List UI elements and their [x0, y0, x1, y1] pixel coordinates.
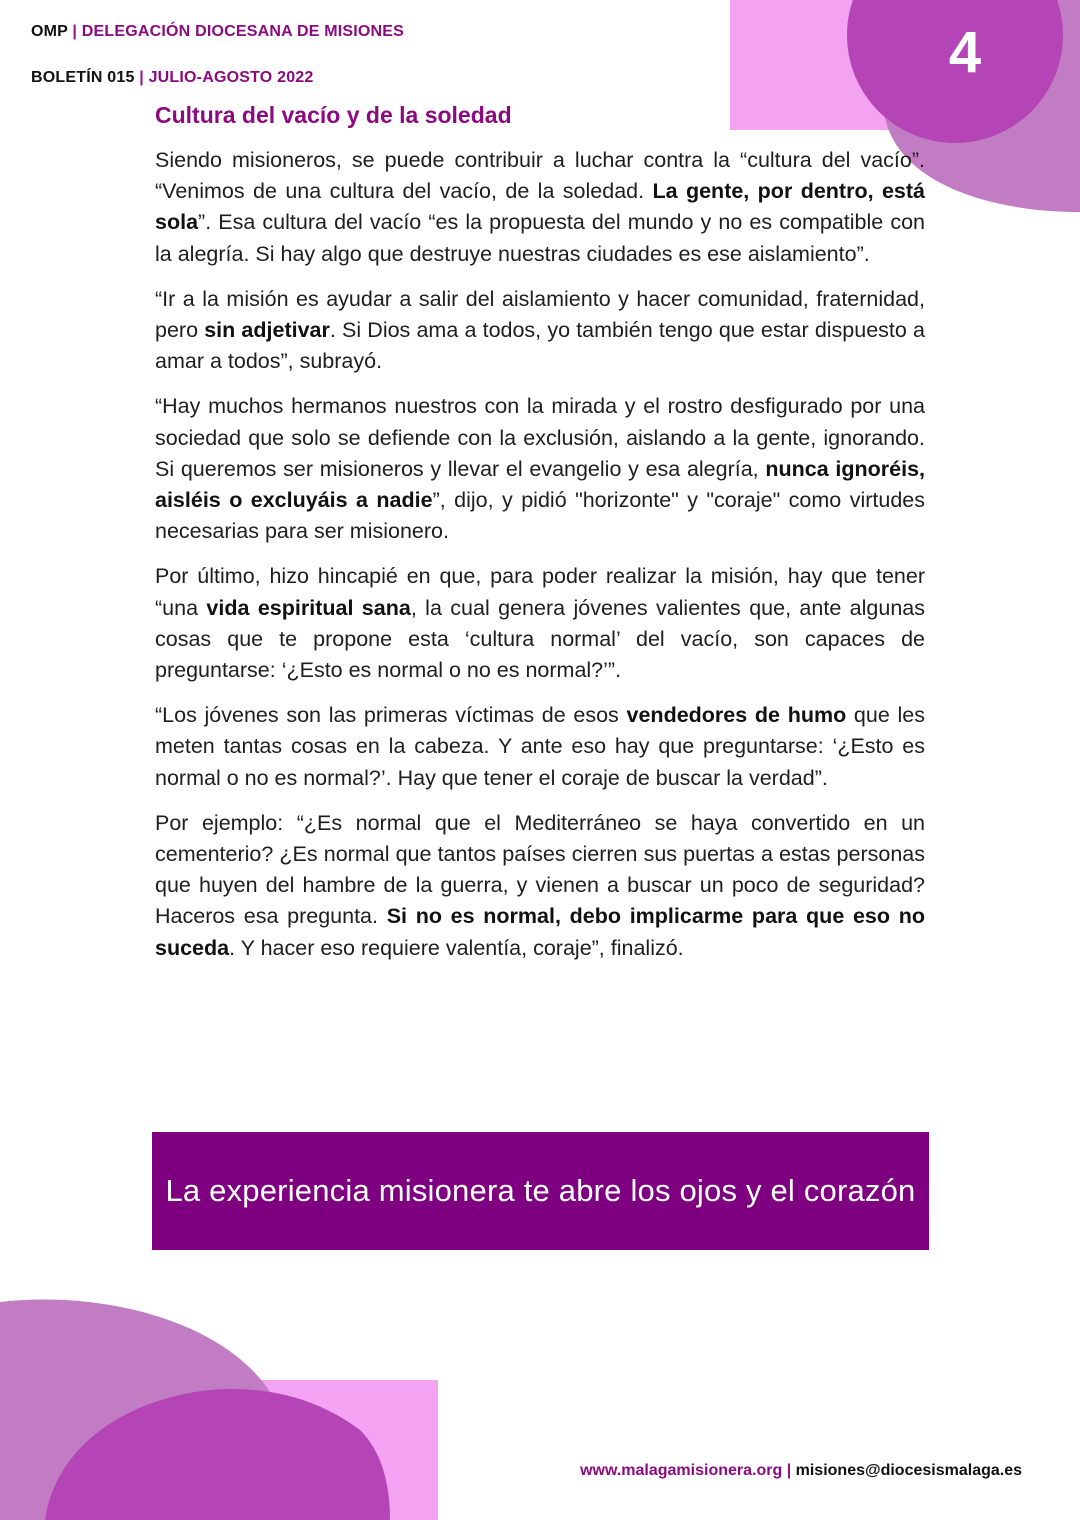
paragraph-text: ”. Esa cultura del vacío “es la propuesta del mundo y no es compatible con la alegría. Si hay algo que destruye nuestras ciudades es ese aislamiento”. — [155, 210, 925, 266]
emphasis-text: La gente, por dentro, está sola — [155, 179, 925, 235]
quote-banner — [152, 1132, 929, 1250]
paragraph-text: “Ir a la misión es ayudar a salir del aislamiento y hacer comunidad, fraternidad, pero — [155, 286, 925, 343]
header-separator: | — [72, 23, 78, 40]
paragraph-text: . Si Dios ama a todos, yo también tengo que estar dispuesto a amar a todos”, subrayó. — [155, 318, 925, 374]
header-bulletin-line — [31, 69, 314, 87]
footer-separator: | — [786, 1462, 792, 1479]
emphasis-text: nunca ignoréis, aisléis o excluyáis a nadie — [155, 456, 925, 513]
bottom-left-decoration — [0, 1290, 440, 1520]
paragraph-text: Siendo misioneros, se puede contribuir a luchar contra la “cultura del vacío”. “Venimos de una cultura del vacío, de la soledad. — [155, 148, 925, 204]
article-body — [155, 145, 925, 978]
bulletin-number: BOLETÍN 015 — [31, 69, 135, 86]
org-name: OMP — [31, 23, 68, 40]
emphasis-text: vendedores de humo — [626, 703, 847, 728]
paragraph-text: Por ejemplo: “¿Es normal que el Mediterráneo se haya convertido en un cementerio? ¿Es normal que tantos países cierren sus puertas a estas personas que huyen del hambre de la guerra, y vienen a buscar un poco de seguridad? Haceros esa pregunta. — [155, 810, 925, 929]
article-paragraph — [155, 391, 925, 547]
email-link[interactable]: misiones@diocesismalaga.es — [795, 1462, 1022, 1479]
paragraph-text: “Hay muchos hermanos nuestros con la mirada y el rostro desfigurado por una sociedad que solo se defiende con la exclusión, aislando a la gente, ignorando. Si queremos ser misioneros y llevar el evangelio y esa alegría, — [155, 394, 925, 481]
paragraph-text: . Y hacer eso requiere valentía, coraje”, finalizó. — [229, 935, 684, 960]
section-title: Cultura del vacío y de la soledad — [155, 102, 512, 128]
paragraph-text: “Los jóvenes son las primeras víctimas de esos — [155, 703, 627, 728]
emphasis-text: vida espiritual sana — [206, 595, 411, 620]
header-separator: | — [139, 69, 144, 86]
article-paragraph — [155, 145, 925, 270]
banner-text: La experiencia misionera te abre los ojos y el corazón — [165, 1173, 916, 1208]
bulletin-period: JULIO-AGOSTO 2022 — [148, 69, 314, 86]
delegation-name: DELEGACIÓN DIOCESANA DE MISIONES — [81, 23, 405, 40]
header-organization-line — [31, 23, 404, 41]
article-paragraph — [155, 700, 925, 794]
footer-contact — [580, 1462, 1022, 1480]
article-paragraph — [155, 561, 925, 686]
website-link[interactable]: www.malagamisionera.org — [580, 1462, 783, 1479]
page-number: 4 — [948, 20, 982, 85]
paragraph-text: ”, dijo, y pidió "horizonte" y "coraje" como virtudes necesarias para ser misionero. — [155, 488, 925, 544]
paragraph-text: , la cual genera jóvenes valientes que, ante algunas cosas que te propone esta ‘cultura normal’ del vacío, son capaces de preguntarse: ‘¿Esto es normal o no es normal?’”. — [155, 595, 925, 683]
emphasis-text: sin adjetivar — [204, 318, 330, 343]
paragraph-text: Por último, hizo hincapié en que, para poder realizar la misión, hay que tener “una — [155, 564, 925, 620]
article-paragraph — [155, 808, 925, 964]
article-paragraph — [155, 284, 925, 378]
emphasis-text: Si no es normal, debo implicarme para que eso no suceda — [155, 904, 925, 960]
paragraph-text: que les meten tantas cosas en la cabeza. Y ante eso hay que preguntarse: ‘¿Esto es normal o no es normal?’. Hay que tener el coraje de buscar la verdad”. — [155, 703, 925, 790]
